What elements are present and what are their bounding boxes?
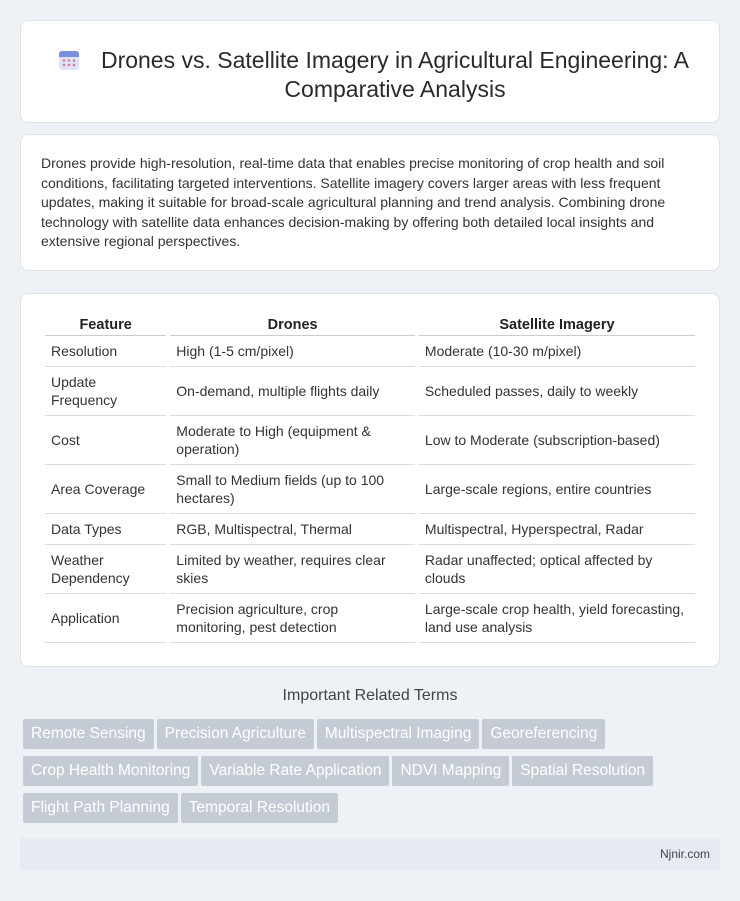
table-cell: Application xyxy=(45,594,166,643)
table-cell: Large-scale crop health, yield forecasting, land use analysis xyxy=(419,594,695,643)
term-tag[interactable]: Crop Health Monitoring xyxy=(23,756,198,786)
table-cell: Scheduled passes, daily to weekly xyxy=(419,367,695,416)
term-tag[interactable]: NDVI Mapping xyxy=(392,756,509,786)
table-cell: Area Coverage xyxy=(45,465,166,514)
table-row xyxy=(45,594,695,643)
term-tag[interactable]: Precision Agriculture xyxy=(157,719,314,749)
table-cell: Cost xyxy=(45,416,166,465)
table-cell: Low to Moderate (subscription-based) xyxy=(419,416,695,465)
table-cell: Large-scale regions, entire countries xyxy=(419,465,695,514)
term-tag[interactable]: Flight Path Planning xyxy=(23,793,178,823)
table-cell: Update Frequency xyxy=(45,367,166,416)
page-title: Drones vs. Satellite Imagery in Agricultural Engineering: A Comparative Analysis xyxy=(100,47,690,102)
table-row xyxy=(45,416,695,465)
comparison-table xyxy=(41,314,699,643)
intro-paragraph: Drones provide high-resolution, real-time data that enables precise monitoring of crop health and soil conditions, facilitating targeted interventions. Satellite imagery covers larger areas with less frequent updates, making it suitable for broad-scale agricultural planning and trend analysis. Combining drone technology with satellite data enhances decision-making by offering both detailed local insights and extensive regional perspectives. xyxy=(41,155,666,249)
table-row xyxy=(45,367,695,416)
table-cell: Radar unaffected; optical affected by clouds xyxy=(419,545,695,594)
related-terms-list xyxy=(23,719,723,830)
table-cell: Small to Medium fields (up to 100 hectares) xyxy=(170,465,415,514)
footer-site-link[interactable]: Njnir.com xyxy=(659,847,710,861)
header-drones: Drones xyxy=(170,314,415,336)
table-header-row xyxy=(45,314,695,336)
table-row xyxy=(45,545,695,594)
header-feature: Feature xyxy=(45,314,166,336)
header-satellite: Satellite Imagery xyxy=(419,314,695,336)
table-cell: On-demand, multiple flights daily xyxy=(170,367,415,416)
title-card xyxy=(20,20,720,123)
table-cell: Precision agriculture, crop monitoring, pest detection xyxy=(170,594,415,643)
comparison-table-card xyxy=(20,293,720,667)
term-tag[interactable]: Spatial Resolution xyxy=(512,756,653,786)
table-cell: Weather Dependency xyxy=(45,545,166,594)
footer xyxy=(20,838,720,870)
intro-card xyxy=(20,134,720,271)
table-row xyxy=(45,465,695,514)
table-cell: Data Types xyxy=(45,514,166,545)
table-row xyxy=(45,514,695,545)
table-row xyxy=(45,336,695,367)
table-cell: Moderate (10-30 m/pixel) xyxy=(419,336,695,367)
table-cell: Limited by weather, requires clear skies xyxy=(170,545,415,594)
term-tag[interactable]: Multispectral Imaging xyxy=(317,719,479,749)
related-terms-title: Important Related Terms xyxy=(282,687,458,704)
table-cell: Moderate to High (equipment & operation) xyxy=(170,416,415,465)
term-tag[interactable]: Georeferencing xyxy=(482,719,605,749)
table-cell: Multispectral, Hyperspectral, Radar xyxy=(419,514,695,545)
table-cell: High (1-5 cm/pixel) xyxy=(170,336,415,367)
table-cell: RGB, Multispectral, Thermal xyxy=(170,514,415,545)
term-tag[interactable]: Variable Rate Application xyxy=(201,756,389,786)
term-tag[interactable]: Temporal Resolution xyxy=(181,793,338,823)
table-cell: Resolution xyxy=(45,336,166,367)
term-tag[interactable]: Remote Sensing xyxy=(23,719,154,749)
calendar-icon xyxy=(57,48,81,72)
